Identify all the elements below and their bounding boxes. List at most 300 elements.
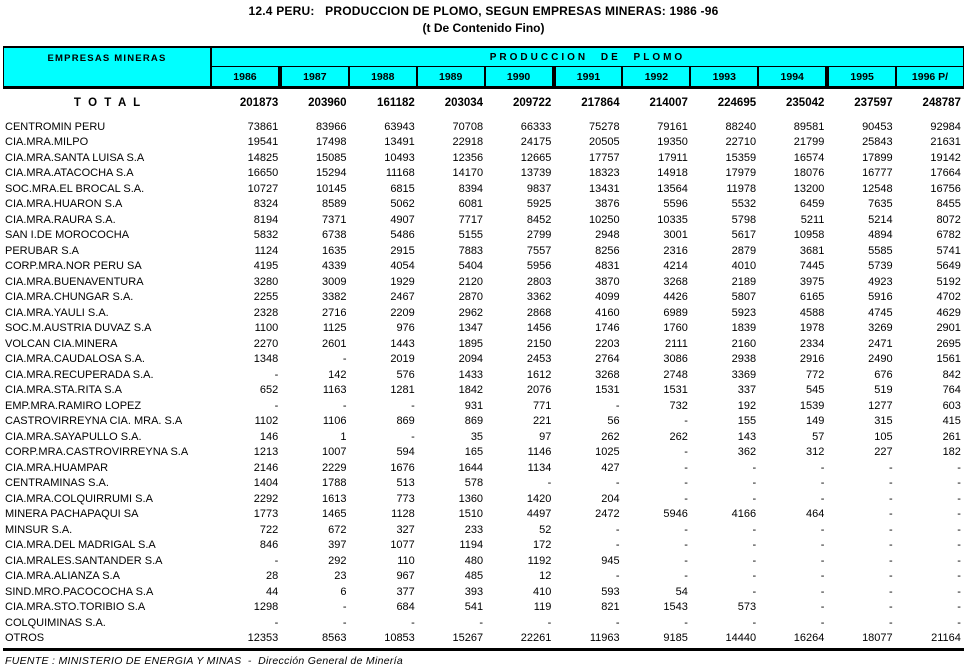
- value-cell: 119: [533, 601, 552, 614]
- value-cell: 5925: [526, 198, 552, 211]
- value-cell: 21799: [793, 136, 825, 149]
- table-row: [3, 553, 964, 569]
- value-cell: 13739: [520, 167, 552, 180]
- value-cell: 4907: [390, 213, 415, 226]
- value-cell: -: [342, 601, 347, 614]
- value-cell: 2716: [322, 306, 347, 319]
- value-cell: 3876: [595, 198, 620, 211]
- value-cell: -: [957, 570, 961, 583]
- value-cell: 1106: [322, 415, 347, 428]
- value-cell: 227: [874, 446, 893, 459]
- value-cell: 6989: [663, 306, 688, 319]
- value-cell: 393: [464, 585, 484, 598]
- value-cell: 1213: [253, 446, 279, 459]
- total-value-cell: 248787: [922, 97, 961, 109]
- value-cell: 2870: [458, 291, 484, 304]
- value-cell: -: [479, 616, 484, 629]
- value-cell: 10335: [657, 213, 688, 226]
- value-cell: 1007: [322, 446, 347, 459]
- value-cell: 377: [396, 585, 415, 598]
- value-cell: 4702: [936, 291, 961, 304]
- value-cell: 88240: [725, 120, 757, 133]
- value-cell: 773: [396, 492, 415, 505]
- value-cell: 1347: [458, 322, 484, 335]
- value-cell: 22918: [452, 136, 484, 149]
- company-name-cell: CIA.MRA.DEL MADRIGAL S.A: [5, 539, 156, 552]
- value-cell: 4426: [663, 291, 688, 304]
- value-cell: -: [957, 554, 961, 567]
- total-value-cell: 217864: [581, 97, 620, 109]
- total-value-cell: 235042: [786, 97, 825, 109]
- value-cell: 1163: [322, 384, 347, 397]
- value-cell: 15359: [725, 151, 757, 164]
- table-row: [3, 305, 964, 321]
- value-cell: 2799: [526, 229, 552, 242]
- value-cell: 13564: [657, 182, 688, 195]
- value-cell: 967: [396, 570, 415, 583]
- value-cell: 22261: [520, 632, 552, 645]
- value-cell: 9185: [663, 632, 688, 645]
- production-header-label: PRODUCCION DE PLOMO: [212, 48, 963, 67]
- value-cell: 1: [340, 430, 347, 443]
- value-cell: 15085: [315, 151, 347, 164]
- value-cell: 10145: [315, 182, 347, 195]
- value-cell: -: [752, 523, 757, 536]
- value-cell: 6738: [322, 229, 347, 242]
- value-cell: 15294: [315, 167, 347, 180]
- value-cell: 24175: [520, 136, 552, 149]
- value-cell: 75278: [589, 120, 620, 133]
- value-cell: 21631: [930, 136, 961, 149]
- company-name-cell: CIA.MRA.ALIANZA S.A: [5, 570, 120, 583]
- value-cell: 12665: [520, 151, 552, 164]
- table-row: [3, 600, 964, 616]
- table-row: [3, 569, 964, 585]
- value-cell: 4923: [868, 275, 893, 288]
- value-cell: -: [888, 585, 893, 598]
- value-cell: 5916: [868, 291, 893, 304]
- value-cell: 19541: [247, 136, 279, 149]
- table-row: [3, 367, 964, 383]
- value-cell: -: [684, 570, 688, 583]
- company-name-cell: CIA.MRA.STO.TORIBIO S.A: [5, 601, 146, 614]
- value-cell: 573: [737, 601, 757, 614]
- value-cell: 2189: [731, 275, 757, 288]
- value-cell: -: [752, 477, 757, 490]
- company-name-cell: COLQUIMINAS S.A.: [5, 616, 106, 629]
- value-cell: -: [888, 616, 893, 629]
- value-cell: 15267: [452, 632, 484, 645]
- value-cell: 2901: [936, 322, 961, 335]
- table-row: [3, 336, 964, 352]
- table-row: [3, 429, 964, 445]
- value-cell: 652: [259, 384, 279, 397]
- value-cell: 204: [601, 492, 620, 505]
- value-cell: 12353: [247, 632, 279, 645]
- value-cell: 4831: [595, 260, 620, 273]
- value-cell: 57: [812, 430, 825, 443]
- value-cell: 1420: [526, 492, 552, 505]
- value-cell: 3681: [799, 244, 825, 257]
- value-cell: -: [274, 399, 279, 412]
- value-cell: 221: [532, 415, 552, 428]
- company-name-cell: MINERA PACHAPAQUI SA: [5, 508, 139, 521]
- value-cell: 4339: [322, 260, 347, 273]
- value-cell: 292: [328, 554, 347, 567]
- company-name-cell: CIA.MRA.YAULI S.A.: [5, 306, 109, 319]
- total-value-cell: 209722: [512, 97, 552, 109]
- total-value-cell: 224695: [717, 97, 757, 109]
- value-cell: 7717: [458, 213, 484, 226]
- value-cell: -: [957, 508, 961, 521]
- year-header-cell: 1992: [621, 67, 689, 86]
- table-row: [3, 228, 964, 244]
- value-cell: 14440: [725, 632, 757, 645]
- value-cell: 362: [737, 446, 757, 459]
- value-cell: 110: [397, 554, 415, 567]
- value-cell: 513: [396, 477, 415, 490]
- value-cell: 7371: [322, 213, 347, 226]
- value-cell: 17664: [930, 167, 961, 180]
- value-cell: 17979: [725, 167, 757, 180]
- value-cell: 8589: [322, 198, 347, 211]
- company-name-cell: CIA.MRA.CAUDALOSA S.A.: [5, 353, 145, 366]
- value-cell: 10250: [589, 213, 620, 226]
- value-cell: 5532: [731, 198, 757, 211]
- value-cell: 44: [266, 585, 279, 598]
- year-header-cell: 1991: [552, 67, 622, 86]
- value-cell: 18076: [793, 167, 825, 180]
- total-value-cell: 203034: [444, 97, 484, 109]
- value-cell: 2120: [458, 275, 484, 288]
- value-cell: 2019: [390, 353, 415, 366]
- table-row: [3, 383, 964, 399]
- value-cell: 464: [806, 508, 825, 521]
- value-cell: 519: [874, 384, 893, 397]
- value-cell: 2868: [526, 306, 552, 319]
- value-cell: -: [615, 399, 620, 412]
- value-cell: 6815: [390, 182, 415, 195]
- value-cell: 2203: [595, 337, 620, 350]
- value-cell: 1531: [595, 384, 620, 397]
- value-cell: 10853: [384, 632, 415, 645]
- value-cell: -: [888, 554, 893, 567]
- value-cell: 2472: [595, 508, 620, 521]
- value-cell: 8072: [936, 213, 961, 226]
- value-cell: 2915: [390, 244, 415, 257]
- table-row: [3, 522, 964, 538]
- value-cell: -: [888, 477, 893, 490]
- table-row: [3, 538, 964, 554]
- value-cell: 5832: [253, 229, 279, 242]
- value-cell: -: [752, 492, 757, 505]
- company-name-cell: CIA.MRA.COLQUIRRUMI S.A: [5, 492, 153, 505]
- value-cell: 485: [464, 570, 484, 583]
- value-cell: -: [342, 399, 347, 412]
- value-cell: 10958: [793, 229, 825, 242]
- value-cell: 603: [942, 399, 961, 412]
- value-cell: -: [820, 616, 825, 629]
- value-cell: 3382: [322, 291, 347, 304]
- value-cell: 7557: [526, 244, 552, 257]
- value-cell: 143: [737, 430, 757, 443]
- company-name-cell: CIA.MRA.BUENAVENTURA: [5, 275, 144, 288]
- value-cell: 5062: [390, 198, 415, 211]
- value-cell: 315: [874, 415, 893, 428]
- table-row: [3, 507, 964, 523]
- value-cell: 4894: [868, 229, 893, 242]
- value-cell: -: [820, 477, 825, 490]
- table-row: [3, 460, 964, 476]
- value-cell: -: [684, 616, 688, 629]
- value-cell: 12548: [862, 182, 893, 195]
- table-row: [3, 243, 964, 259]
- value-cell: 261: [942, 430, 961, 443]
- value-cell: 5214: [868, 213, 893, 226]
- value-cell: -: [888, 601, 893, 614]
- table-row: [3, 352, 964, 368]
- value-cell: 593: [601, 585, 620, 598]
- value-cell: -: [820, 461, 825, 474]
- value-cell: 54: [675, 585, 688, 598]
- year-header-cell: 1986: [233, 70, 257, 83]
- table-row: [3, 150, 964, 166]
- company-name-cell: CIA.MRA.RECUPERADA S.A.: [5, 368, 154, 381]
- value-cell: 1561: [936, 353, 961, 366]
- year-header-cell: 1996 P/: [895, 67, 963, 86]
- value-cell: 97: [539, 430, 552, 443]
- value-cell: 2150: [526, 337, 552, 350]
- value-cell: 541: [464, 601, 484, 614]
- value-cell: 5486: [390, 229, 415, 242]
- value-cell: -: [684, 415, 688, 428]
- value-cell: 4166: [731, 508, 757, 521]
- company-name-cell: EMP.MRA.RAMIRO LOPEZ: [5, 399, 142, 412]
- value-cell: 684: [396, 601, 415, 614]
- value-cell: 11963: [589, 632, 620, 645]
- value-cell: 5596: [663, 198, 688, 211]
- value-cell: 155: [737, 415, 757, 428]
- total-value-cell: 237597: [854, 97, 893, 109]
- table-row: [3, 290, 964, 306]
- value-cell: 16756: [930, 182, 961, 195]
- value-cell: 676: [874, 368, 893, 381]
- value-cell: 17498: [315, 136, 347, 149]
- value-cell: 6782: [936, 229, 961, 242]
- value-cell: 3268: [595, 368, 620, 381]
- value-cell: 1465: [322, 508, 347, 521]
- value-cell: 35: [470, 430, 484, 443]
- value-cell: -: [820, 601, 825, 614]
- value-cell: 63943: [384, 120, 415, 133]
- value-cell: 79161: [657, 120, 688, 133]
- value-cell: -: [547, 616, 552, 629]
- value-cell: 19350: [657, 136, 688, 149]
- value-cell: 6165: [799, 291, 825, 304]
- value-cell: -: [888, 523, 893, 536]
- value-cell: 1635: [322, 244, 347, 257]
- value-cell: 18077: [862, 632, 893, 645]
- company-name-cell: SOC.MRA.EL BROCAL S.A.: [5, 182, 145, 195]
- value-cell: 869: [396, 415, 415, 428]
- value-cell: 945: [601, 554, 620, 567]
- value-cell: 1146: [527, 446, 552, 459]
- value-cell: 8256: [595, 244, 620, 257]
- value-cell: 3362: [526, 291, 552, 304]
- value-cell: 3870: [595, 275, 620, 288]
- value-cell: 233: [464, 523, 484, 536]
- company-name-cell: CENTRAMINAS S.A.: [5, 477, 109, 490]
- value-cell: 4160: [595, 306, 620, 319]
- value-cell: 10493: [384, 151, 415, 164]
- value-cell: 3001: [663, 229, 688, 242]
- value-cell: -: [957, 616, 961, 629]
- year-header-cell: 1995: [825, 67, 895, 86]
- year-header-cell: 1990: [484, 67, 552, 86]
- value-cell: 5741: [936, 244, 961, 257]
- value-cell: 2938: [731, 353, 757, 366]
- table-row: [3, 166, 964, 182]
- value-cell: 4054: [390, 260, 415, 273]
- value-cell: 17757: [589, 151, 620, 164]
- value-cell: 2490: [868, 353, 893, 366]
- value-cell: 5807: [731, 291, 757, 304]
- value-cell: 2146: [253, 461, 279, 474]
- value-cell: 1100: [254, 322, 279, 335]
- value-cell: 2453: [526, 353, 552, 366]
- value-cell: 2916: [799, 353, 825, 366]
- value-cell: 1277: [868, 399, 893, 412]
- page-title: 12.4 PERU: PRODUCCION DE PLOMO, SEGUN EMPRESAS MINERAS: 1986 -96: [248, 4, 719, 18]
- value-cell: 842: [942, 368, 961, 381]
- value-cell: 312: [806, 446, 825, 459]
- value-cell: -: [684, 539, 688, 552]
- value-cell: 2209: [390, 306, 415, 319]
- table-row: [3, 119, 964, 135]
- value-cell: 931: [464, 399, 484, 412]
- table-row: [3, 135, 964, 151]
- company-name-cell: CASTROVIRREYNA CIA. MRA. S.A: [5, 415, 183, 428]
- value-cell: 594: [396, 446, 415, 459]
- value-cell: 427: [601, 461, 620, 474]
- value-cell: 10727: [247, 182, 279, 195]
- value-cell: 17911: [658, 151, 688, 164]
- company-name-cell: PERUBAR S.A: [5, 244, 79, 257]
- value-cell: 2316: [663, 244, 688, 257]
- value-cell: 262: [601, 430, 620, 443]
- table-row: [3, 445, 964, 461]
- table-row: [3, 321, 964, 337]
- value-cell: 4629: [936, 306, 961, 319]
- table-row: [3, 212, 964, 228]
- value-cell: 2111: [665, 337, 688, 350]
- value-cell: 5946: [663, 508, 688, 521]
- company-name-cell: CENTROMIN PERU: [5, 120, 106, 133]
- value-cell: -: [684, 461, 688, 474]
- value-cell: 1842: [458, 384, 484, 397]
- value-cell: 1644: [458, 461, 484, 474]
- company-name-cell: SAN I.DE MOROCOCHA: [5, 229, 130, 242]
- value-cell: 13491: [384, 136, 415, 149]
- value-cell: 576: [396, 368, 415, 381]
- value-cell: -: [684, 477, 688, 490]
- value-cell: 1077: [390, 539, 415, 552]
- value-cell: -: [752, 554, 757, 567]
- value-cell: 5956: [526, 260, 552, 273]
- table-row: [3, 615, 964, 631]
- value-cell: 869: [464, 415, 484, 428]
- value-cell: 1348: [253, 353, 279, 366]
- total-row: [3, 95, 964, 111]
- company-name-cell: CORP.MRA.CASTROVIRREYNA S.A: [5, 446, 189, 459]
- value-cell: 1025: [595, 446, 620, 459]
- company-name-cell: OTROS: [5, 632, 45, 645]
- value-cell: 1978: [799, 322, 825, 335]
- value-cell: 3268: [663, 275, 688, 288]
- value-cell: 11168: [385, 167, 415, 180]
- value-cell: 578: [464, 477, 484, 490]
- value-cell: 2948: [595, 229, 620, 242]
- value-cell: 1839: [731, 322, 757, 335]
- value-cell: 4010: [731, 260, 757, 273]
- value-cell: -: [820, 523, 825, 536]
- value-cell: 16650: [247, 167, 279, 180]
- value-cell: 13431: [589, 182, 620, 195]
- value-cell: 2076: [526, 384, 552, 397]
- value-cell: 3269: [868, 322, 893, 335]
- value-cell: 821: [601, 601, 620, 614]
- company-name-cell: CIA.MRA.HUARON S.A: [5, 198, 123, 211]
- value-cell: 4214: [663, 260, 688, 273]
- company-name-cell: CIA.MRA.SANTA LUISA S.A: [5, 151, 145, 164]
- year-header-cell: 1987: [278, 67, 348, 86]
- value-cell: 4497: [526, 508, 552, 521]
- value-cell: -: [411, 399, 415, 412]
- value-cell: 3280: [253, 275, 279, 288]
- value-cell: -: [411, 430, 415, 443]
- value-cell: 1539: [799, 399, 825, 412]
- value-cell: -: [684, 446, 688, 459]
- value-cell: 1613: [322, 492, 347, 505]
- value-cell: 3975: [799, 275, 825, 288]
- value-cell: 11978: [726, 182, 757, 195]
- value-cell: 8455: [936, 198, 961, 211]
- value-cell: 28: [266, 570, 279, 583]
- value-cell: 146: [259, 430, 279, 443]
- value-cell: 1281: [390, 384, 415, 397]
- value-cell: 105: [874, 430, 893, 443]
- value-cell: 21164: [931, 632, 961, 645]
- value-cell: 1456: [526, 322, 552, 335]
- production-header-group: [212, 48, 963, 86]
- value-cell: 1760: [663, 322, 688, 335]
- value-cell: 1676: [390, 461, 415, 474]
- value-cell: 732: [669, 399, 688, 412]
- value-cell: -: [342, 616, 347, 629]
- value-cell: -: [888, 508, 893, 521]
- value-cell: -: [957, 523, 961, 536]
- total-value-cell: 161182: [377, 97, 415, 109]
- company-name-cell: CIA.MRALES.SANTANDER S.A: [5, 554, 163, 567]
- value-cell: 14170: [452, 167, 484, 180]
- value-cell: 976: [396, 322, 415, 335]
- value-cell: 2334: [799, 337, 825, 350]
- value-cell: 327: [396, 523, 415, 536]
- year-header-row: [212, 67, 963, 86]
- value-cell: -: [615, 523, 620, 536]
- value-cell: 149: [806, 415, 825, 428]
- value-cell: 3086: [663, 353, 688, 366]
